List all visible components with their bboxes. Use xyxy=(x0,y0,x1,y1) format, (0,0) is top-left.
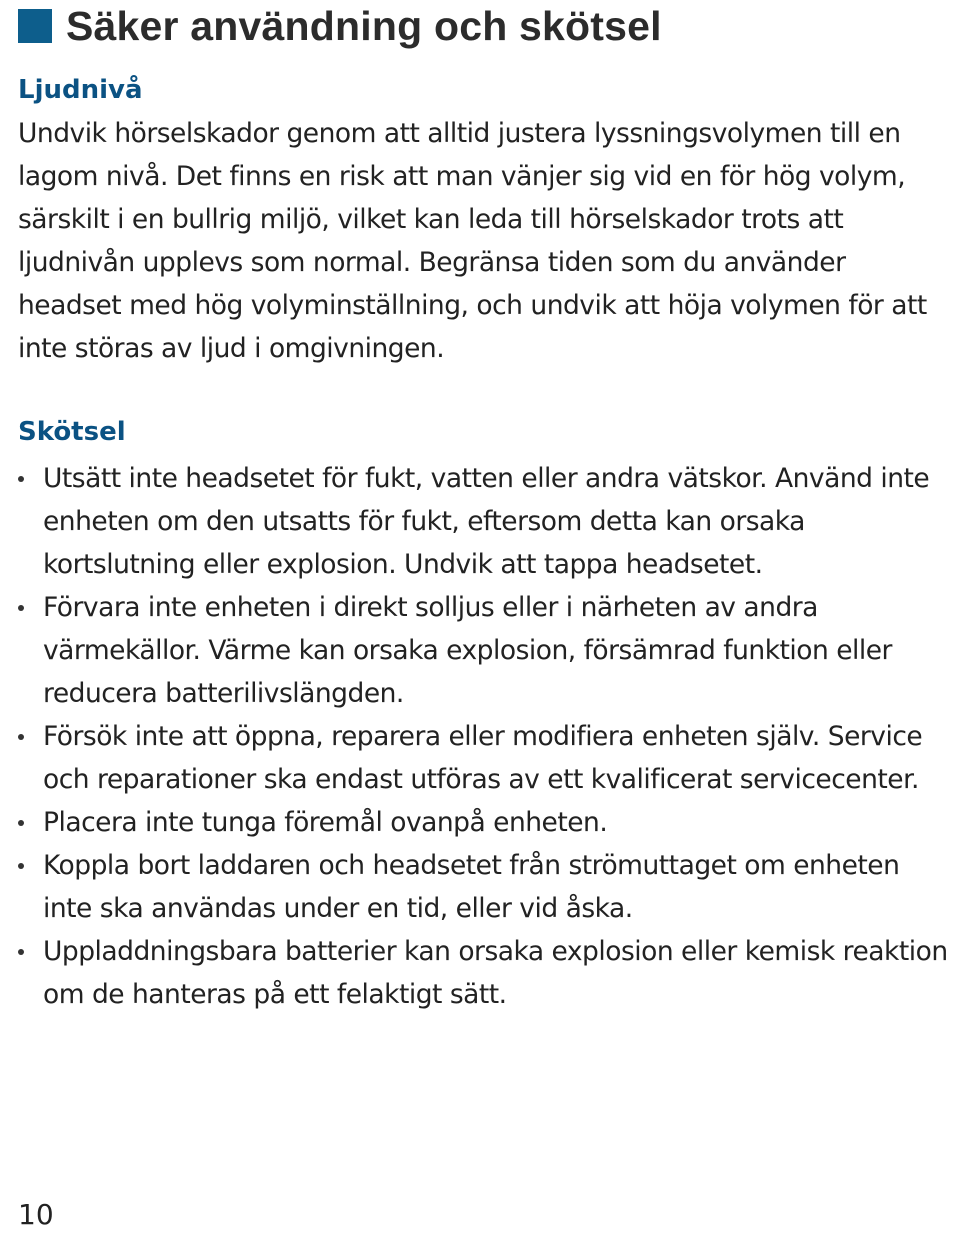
care-item-text: Uppladdningsbara batterier kan orsaka explosion eller kemisk reaktion om de hanteras på ett felaktigt sätt. xyxy=(43,936,948,1010)
bullet-icon xyxy=(18,605,24,611)
care-list-item xyxy=(0,801,960,844)
title-row xyxy=(18,4,662,48)
bullet-icon xyxy=(18,734,24,740)
page-number: 10 xyxy=(18,1198,54,1231)
care-item-text: Förvara inte enheten i direkt solljus eller i närheten av andra värmekällor. Värme kan orsaka explosion, försämrad funktion eller reducera batterilivslängden. xyxy=(43,592,892,709)
care-item-text: Utsätt inte headsetet för fukt, vatten eller andra vätskor. Använd inte enheten om den utsatts för fukt, eftersom detta kan orsaka kortslutning eller explosion. Undvik att tappa headsetet. xyxy=(43,463,930,580)
care-item-text: Försök inte att öppna, reparera eller modifiera enheten själv. Service och reparationer ska endast utföras av ett kvalificerat servicecenter. xyxy=(43,721,923,795)
heading-sound-level: Ljudnivå xyxy=(18,75,143,105)
care-list-item xyxy=(0,586,960,715)
title-marker-square xyxy=(18,9,52,43)
bullet-icon xyxy=(18,949,24,955)
care-list-item xyxy=(0,457,960,586)
sound-level-paragraph: Undvik hörselskador genom att alltid justera lyssningsvolymen till en lagom nivå. Det finns en risk att man vänjer sig vid en för hög volym, särskilt i en bullrig miljö, vilket kan leda till hörselskador trots att ljudnivån upplevs som normal. Begränsa tiden som du använder headset med hög volyminställning, och undvik att höja volymen för att inte störas av ljud i omgivningen. xyxy=(18,118,927,364)
bullet-icon xyxy=(18,863,24,869)
bullet-icon xyxy=(18,476,24,482)
page-title: Säker användning och skötsel xyxy=(66,2,662,49)
care-list-item xyxy=(0,930,960,1016)
care-list-item xyxy=(0,715,960,801)
care-list xyxy=(0,457,960,1016)
care-item-text: Koppla bort laddaren och headsetet från strömuttaget om enheten inte ska användas under en tid, eller vid åska. xyxy=(43,850,900,924)
care-item-text: Placera inte tunga föremål ovanpå enheten. xyxy=(43,807,608,838)
heading-care: Skötsel xyxy=(18,417,126,447)
care-list-item xyxy=(0,844,960,930)
bullet-icon xyxy=(18,820,24,826)
